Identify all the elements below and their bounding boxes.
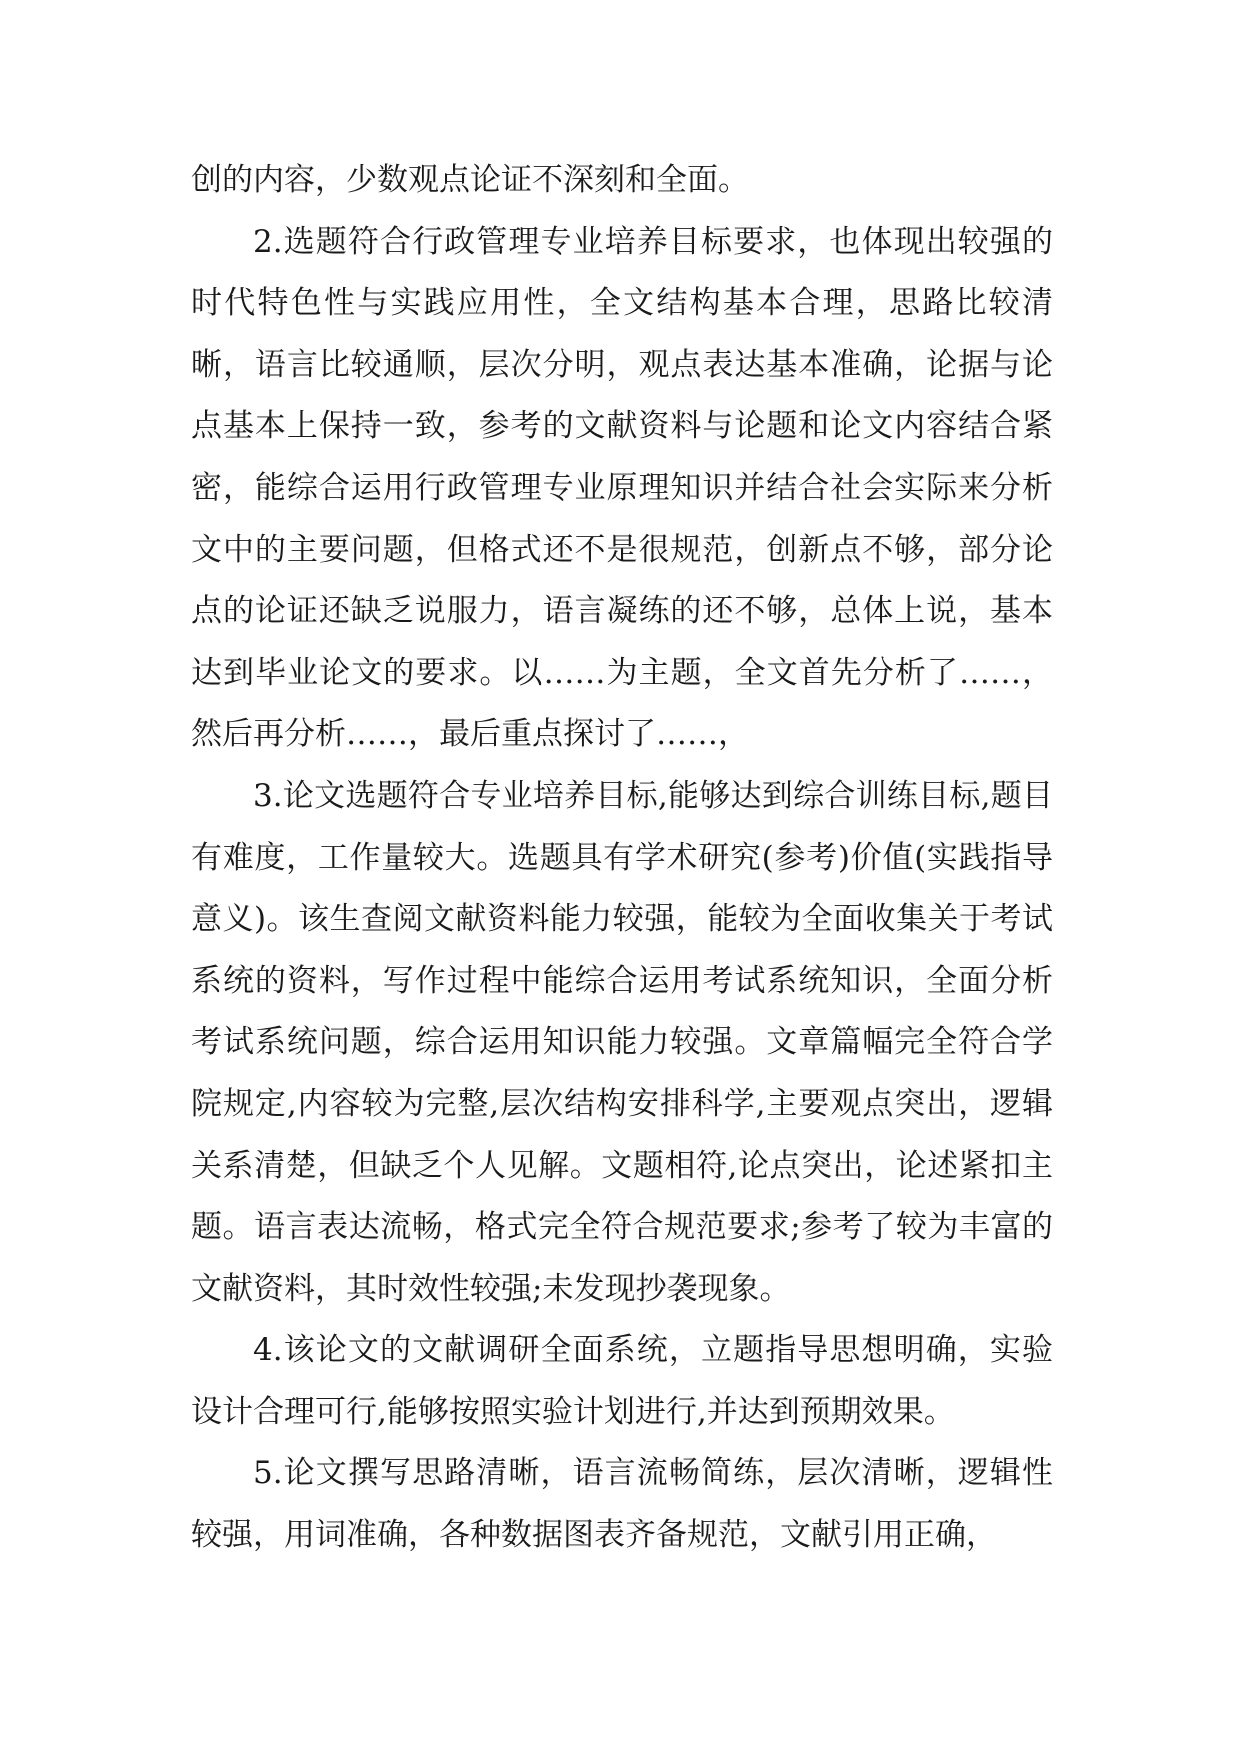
paragraph-continuation: 创的内容，少数观点论证不深刻和全面。 [191,162,749,198]
paragraph-comment-5: 5.论文撰写思路清晰，语言流畅简练，层次清晰，逻辑性较强，用词准确，各种数据图表齐备规范，文献引用正确， [191,1455,1053,1554]
paragraph-comment-2: 2.选题符合行政管理专业培养目标要求，也体现出较强的时代特色性与实践应用性，全文结构基本合理，思路比较清晰，语言比较通顺，层次分明，观点表达基本准确，论据与论点基本上保持一致，参考的文献资料与论题和论文内容结合紧密，能综合运用行政管理专业原理知识并结合社会实际来分析文中的主要问题，但格式还不是很规范，创新点不够，部分论点的论证还缺乏说服力，语言凝练的还不够，总体上说，基本达到毕业论文的要求。以……为主题，全文首先分析了……，然后再分析……，最后重点探讨了……， [191,223,1053,753]
paragraph-comment-4: 4.该论文的文献调研全面系统，立题指导思想明确，实验设计合理可行,能够按照实验计划进行,并达到预期效果。 [191,1332,1053,1430]
document-page [191,150,1053,1567]
paragraph-comment-3: 3.论文选题符合专业培养目标,能够达到综合训练目标,题目有难度，工作量较大。选题具有学术研究(参考)价值(实践指导意义)。该生查阅文献资料能力较强，能较为全面收集关于考试系统的资料，写作过程中能综合运用考试系统知识，全面分析考试系统问题，综合运用知识能力较强。文章篇幅完全符合学院规定,内容较为完整,层次结构安排科学,主要观点突出，逻辑关系清楚，但缺乏个人见解。文题相符,论点突出，论述紧扣主题。语言表达流畅，格式完全符合规范要求;参考了较为丰富的文献资料，其时效性较强;未发现抄袭现象。 [191,777,1053,1307]
